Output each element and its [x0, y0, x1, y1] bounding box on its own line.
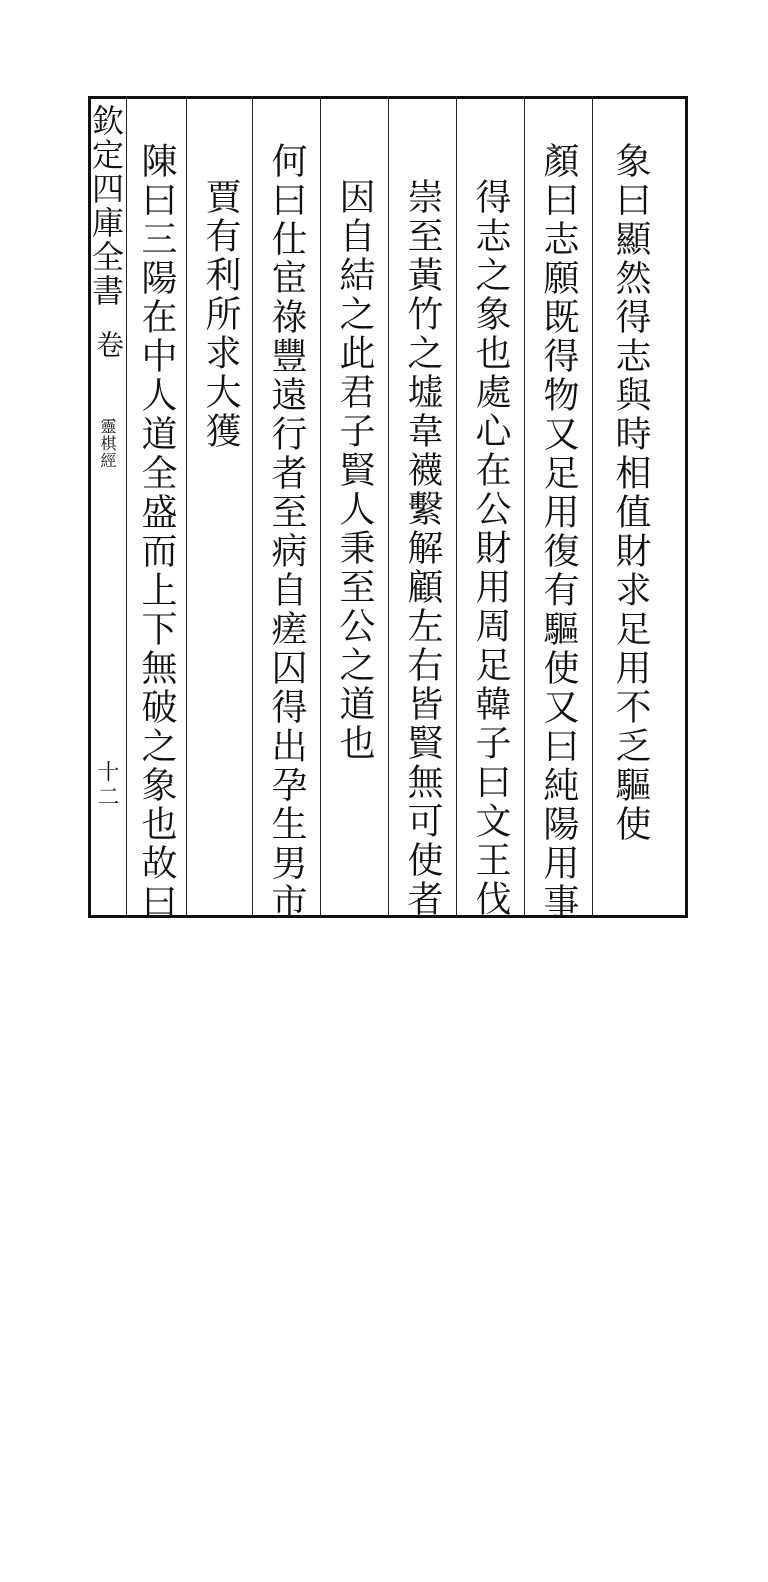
column-divider	[126, 96, 127, 918]
column-divider	[456, 96, 457, 918]
text-column-6: 何曰仕宦祿豐遠行者至病自瘥囚得出孕生男市	[266, 142, 307, 922]
section-title: 靈棋經	[98, 418, 117, 469]
column-divider	[592, 96, 593, 918]
column-divider	[388, 96, 389, 918]
column-divider	[252, 96, 253, 918]
text-column-1: 象曰顯然得志與時相值財求足用不乏驅使	[610, 142, 651, 844]
text-column-3: 得志之象也處心在公財用周足韓子曰文王伐	[470, 178, 511, 919]
text-column-7: 賈有利所求大獲	[200, 178, 241, 451]
book-title: 欽定四庫全書	[87, 104, 125, 308]
page-number: 十二	[94, 760, 119, 810]
column-divider	[320, 96, 321, 918]
text-column-8: 陳曰三陽在中人道全盛而上下無破之象也故曰	[136, 142, 177, 922]
text-column-5: 因自結之此君子賢人秉至公之道也	[334, 178, 375, 763]
text-column-4: 崇至黃竹之墟韋襪繫解顧左右皆賢無可使者	[402, 178, 443, 919]
text-column-2: 顏曰志願既得物又足用復有驅使又曰純陽用事	[538, 142, 579, 922]
juan-label: 卷	[92, 330, 125, 361]
column-divider	[524, 96, 525, 918]
column-divider	[186, 96, 187, 918]
